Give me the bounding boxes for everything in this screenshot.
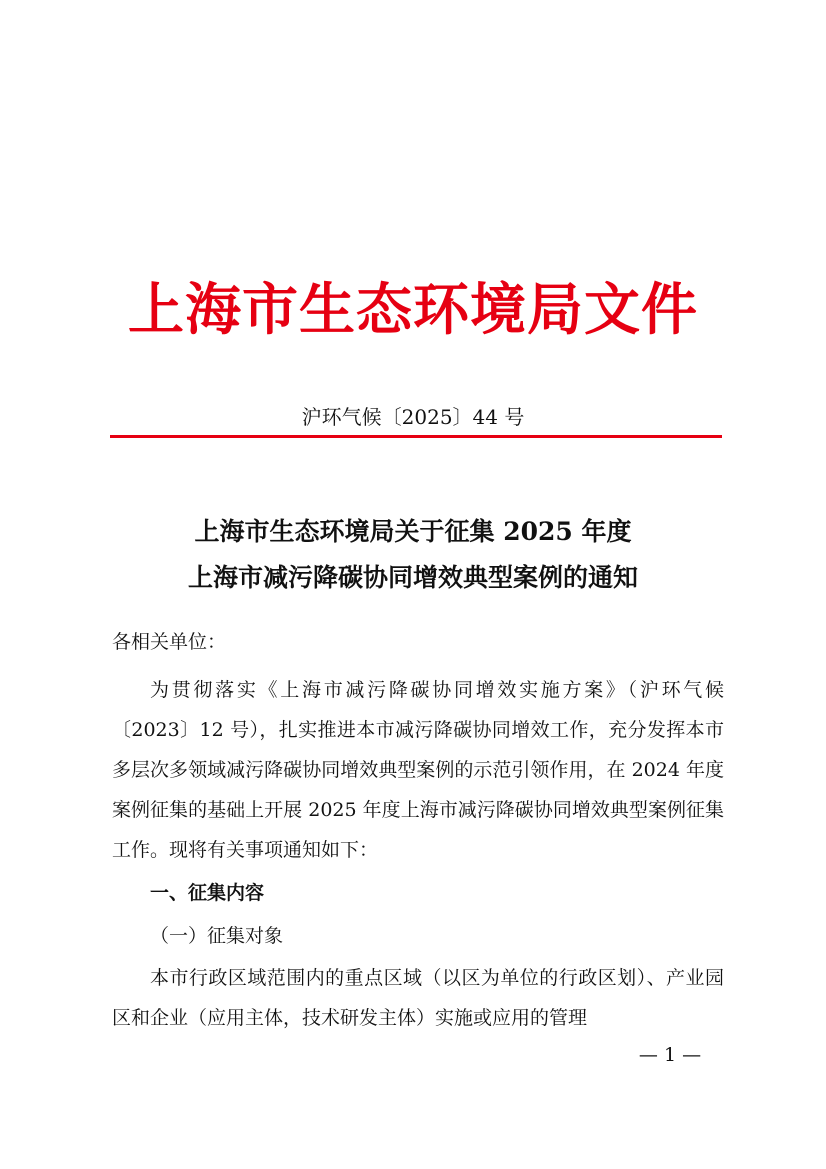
- section-heading-1: 一、征集内容: [150, 882, 265, 904]
- notice-title-line-1: 上海市生态环境局关于征集 2025 年度: [194, 517, 632, 546]
- notice-title-line-2: 上海市减污降碳协同增效典型案例的通知: [187, 563, 638, 592]
- salutation: 各相关单位：: [112, 631, 227, 653]
- masthead-title: 上海市生态环境局文件: [128, 277, 698, 343]
- page-number: — 1 —: [638, 1044, 702, 1066]
- document-number: 沪环气候〔2025〕44 号: [301, 405, 525, 429]
- subsection-heading-1: （一）征集对象: [150, 925, 284, 947]
- body-paragraph-intro: 为贯彻落实《上海市减污降碳协同增效实施方案》（沪环气候〔2023〕12 号），扎实推进本市减污降碳协同增效工作，充分发挥本市多层次多领域减污降碳协同增效典型案例的示范引领作用，在 2024 年度案例征集的基础上开展 2025 年度上海市减污降碳协同增效典型案例征集工作。现将有关事项通知如下：: [112, 679, 724, 861]
- body-paragraph-scope: 本市行政区域范围内的重点区域（以区为单位的行政区划）、产业园区和企业（应用主体，技术研发主体）实施或应用的管理: [112, 967, 724, 1029]
- red-divider-line: [110, 435, 722, 438]
